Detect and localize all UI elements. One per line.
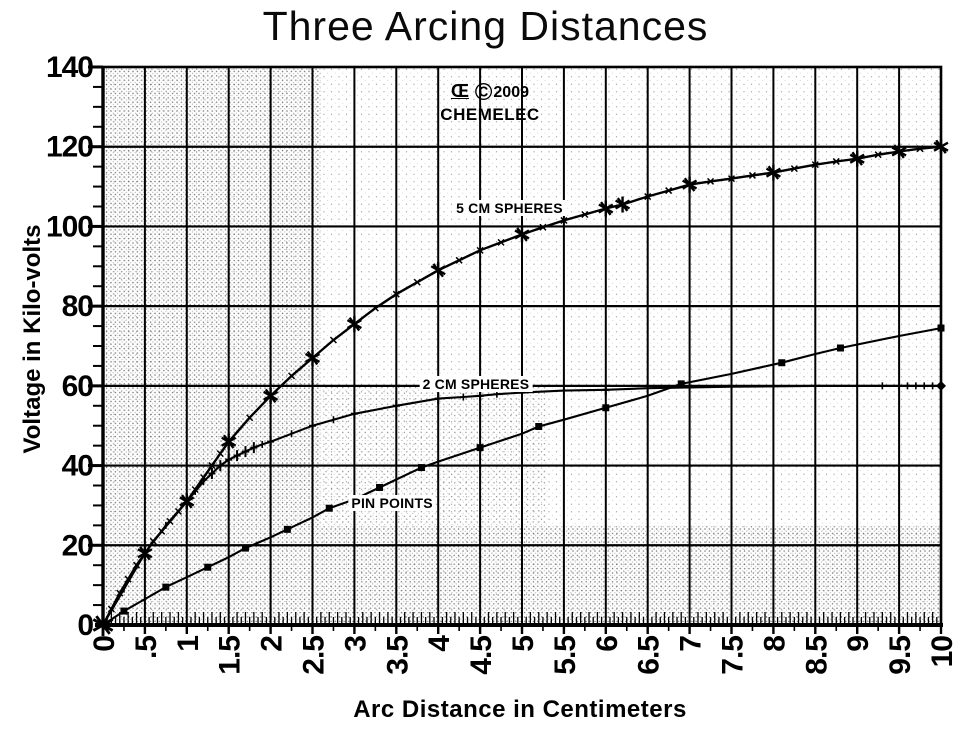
series-label-2cm-spheres: 2 CM SPHERES [420,376,533,392]
square-marker [162,584,169,591]
x-tick-label: 0 [88,636,121,652]
x-tick-label: 3.5 [381,636,415,675]
x-tick-label: 8.5 [800,636,834,675]
y-tick-label: 0 [77,609,93,642]
y-tick-label: 100 [45,210,93,244]
square-marker [602,404,609,411]
x-tick-label: 7.5 [716,636,750,675]
series-label-pin-points: PIN POINTS [348,495,435,511]
square-marker [204,564,211,571]
x-tick-label: 7 [674,636,708,652]
plot-generated [46,51,959,675]
x-tick-label: 1.5 [213,636,247,675]
x-tick-label: 4.5 [465,636,499,675]
x-tick-label: 2.5 [297,636,331,675]
stipple-bottom-dense [321,525,941,625]
x-tick-label: 8 [758,636,792,652]
x-tick-label: 9.5 [884,636,918,675]
square-marker [938,325,945,332]
square-marker [326,505,333,512]
y-tick-label: 120 [45,130,93,164]
y-tick-label: 140 [45,51,93,84]
x-tick-label: 4 [423,636,457,652]
x-tick-label: 1 [171,636,205,652]
x-tick-label: 2 [255,636,289,652]
x-tick-label: 10 [926,636,959,668]
square-marker [678,380,685,387]
series-label-5cm-spheres: 5 CM SPHERES [453,200,566,216]
square-marker [120,608,127,615]
y-tick-label: 40 [61,449,93,483]
square-marker [242,545,249,552]
x-tick-label: 5.5 [548,636,582,675]
square-marker [477,444,484,451]
y-tick-label: 20 [61,529,93,563]
square-marker [284,526,291,533]
x-tick-label: 9 [842,636,876,652]
x-tick-label: 6.5 [632,636,666,675]
square-marker [778,359,785,366]
x-tick-label: 3 [339,636,373,652]
x-axis-title: Arc Distance in Centimeters [353,696,687,723]
y-axis-title: Voltage in Kilo-volts [19,224,46,454]
chart-title: Three Arcing Distances [262,3,709,49]
stipple-left-dense [103,67,321,625]
square-marker [376,484,383,491]
x-tick-label: 6 [590,636,624,652]
y-tick-label: 60 [61,369,93,403]
square-marker [418,464,425,471]
x-tick-label: 5 [507,636,540,652]
x-tick-label: .5 [129,636,163,660]
y-tick-label: 80 [61,290,93,324]
square-marker [535,423,542,430]
square-marker [837,344,844,351]
